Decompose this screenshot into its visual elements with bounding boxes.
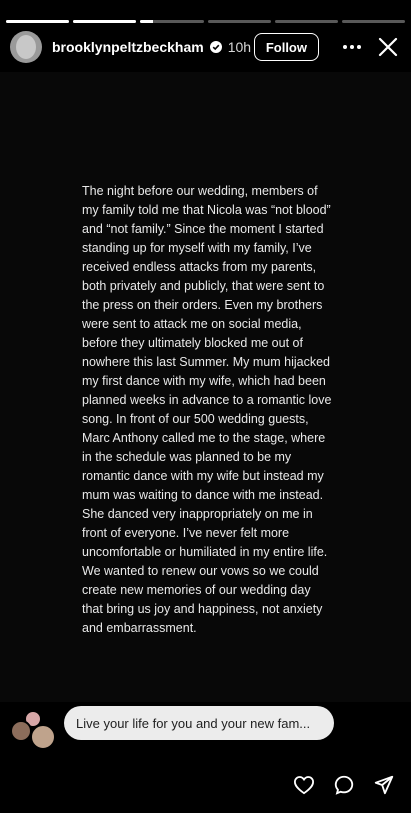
reply-message-bubble[interactable]: Live your life for you and your new fam... — [64, 706, 334, 740]
progress-segment — [6, 20, 69, 23]
follow-button[interactable]: Follow — [254, 33, 319, 61]
avatar[interactable] — [10, 31, 42, 63]
close-icon[interactable] — [375, 34, 401, 60]
story-text: The night before our wedding, members of my family told me that Nicola was “not blood” and “not family.” Since the moment I started standing up for myself with my family, I’ve received endless attacks from my parents, both privately and publicly, that were sent to the press on their orders. Even my brothers were sent to attack me on social media, before they ultimately blocked me out of nowhere this last Summer. My mum hijacked my first dance with my wife, which had been planned weeks in advance to a romantic love song. In front of our 500 wedding guests, Marc Anthony called me to the stage, where in the schedule was planned to be my romantic dance with my wife but instead my mum was waiting to dance with me instead. She danced very inappropriately on me in front of everyone. I’ve never felt more uncomfortable or humiliated in my entire life. We wanted to renew our vows so we could create new memories of our wedding day that bring us joy and happiness, not anxiety and embarrassment. — [82, 184, 332, 635]
progress-segment — [73, 20, 136, 23]
comment-icon[interactable] — [333, 774, 355, 796]
progress-segment — [140, 20, 203, 23]
story-header — [10, 30, 401, 64]
like-icon[interactable] — [293, 774, 315, 796]
progress-segment — [275, 20, 338, 23]
progress-segment — [342, 20, 405, 23]
story-progress-bar — [6, 20, 405, 23]
progress-segment — [208, 20, 271, 23]
viewer-avatars[interactable] — [10, 710, 60, 750]
more-icon[interactable] — [339, 34, 365, 60]
story-actions — [293, 774, 395, 796]
viewer-avatar — [10, 720, 32, 742]
username[interactable]: brooklynpeltzbeckham — [52, 39, 204, 55]
viewer-avatar — [30, 724, 56, 750]
share-icon[interactable] — [373, 774, 395, 796]
verified-badge-icon — [210, 41, 222, 53]
post-time: 10h — [227, 39, 252, 55]
